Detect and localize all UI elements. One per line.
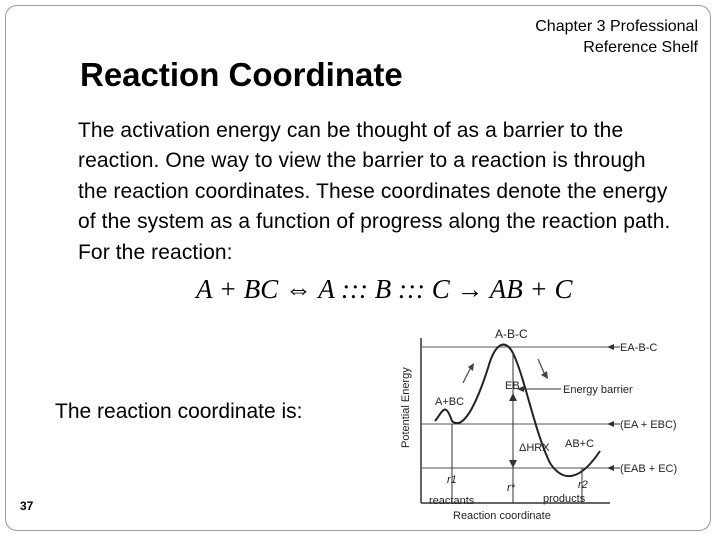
delta-h-label: ΔHRX bbox=[519, 442, 550, 454]
reaction-arrow: → bbox=[456, 274, 484, 304]
chapter-header bbox=[535, 16, 698, 58]
energy-barrier-label: Energy barrier bbox=[563, 384, 633, 396]
eb-label: EB bbox=[505, 380, 520, 392]
fall-arrow bbox=[538, 359, 545, 375]
body-paragraph: The activation energy can be thought of as a barrier to the reaction. One way to view the barrier to a reaction is through the reaction coordinates. These coordinates denote the energy of the system as a function of progress along the reaction path. For the reaction: bbox=[78, 119, 671, 264]
energy-curve bbox=[435, 345, 600, 477]
reaction-equation bbox=[196, 274, 572, 305]
rise-arrow bbox=[463, 367, 471, 383]
transition-state-label: A-B-C bbox=[495, 327, 528, 341]
eabc-label: EA-B-C bbox=[620, 342, 658, 354]
product-pointer-icon bbox=[607, 465, 614, 471]
eabc-pointer-icon bbox=[607, 344, 614, 350]
delta-h-arrow-down-icon bbox=[509, 460, 517, 468]
equation-rhs: AB + C bbox=[489, 274, 573, 304]
r-star-label: r* bbox=[507, 482, 515, 494]
equation-middle: A ::: B ::: C bbox=[318, 274, 450, 304]
reactant-pointer-icon bbox=[607, 421, 614, 427]
reaction-coordinate-label: The reaction coordinate is: bbox=[55, 400, 303, 423]
reactants-label: reactants bbox=[429, 495, 475, 507]
r2-label: r2 bbox=[578, 479, 588, 491]
y-axis-label: Potential Energy bbox=[400, 367, 412, 448]
product-energy-label: (EAB + EC) bbox=[620, 463, 678, 475]
chapter-header-line1: Chapter 3 Professional bbox=[535, 18, 698, 35]
r1-label: r1 bbox=[447, 474, 457, 486]
x-axis-label: Reaction coordinate bbox=[453, 510, 551, 522]
reactant-energy-label: (EA + EBC) bbox=[620, 419, 677, 431]
slide-number: 37 bbox=[20, 499, 34, 513]
equation-lhs: A + BC bbox=[196, 274, 279, 304]
products-state-label: AB+C bbox=[565, 438, 595, 450]
chapter-header-line2: Reference Shelf bbox=[583, 39, 698, 56]
reactants-state-label: A+BC bbox=[435, 396, 465, 408]
barrier-arrow-up-icon bbox=[509, 393, 517, 401]
fall-arrow-icon bbox=[541, 371, 548, 379]
rise-arrow-icon bbox=[468, 363, 474, 371]
equilibrium-arrow: ⇔ bbox=[284, 274, 312, 304]
slide-title: Reaction Coordinate bbox=[80, 56, 403, 93]
products-label: products bbox=[543, 493, 586, 505]
energy-diagram bbox=[395, 323, 690, 523]
